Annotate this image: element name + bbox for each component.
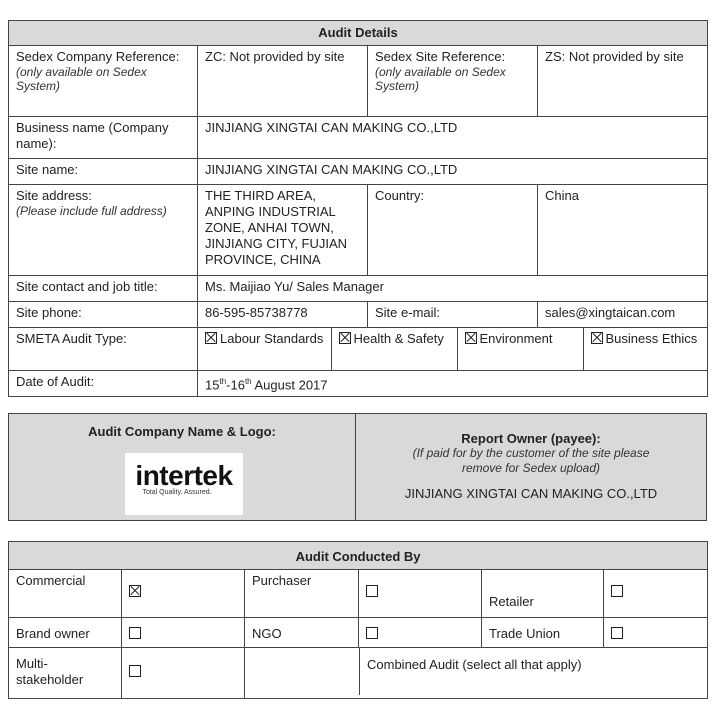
multi-stakeholder-checkbox[interactable] <box>129 665 141 677</box>
health-safety-checkbox[interactable] <box>339 332 351 344</box>
environment-checkbox[interactable] <box>465 332 477 344</box>
sedex-site-ref-note: (only available on Sedex System) <box>375 65 506 93</box>
sedex-site-ref-label: Sedex Site Reference: <box>375 49 506 64</box>
site-address-label: Site address: <box>16 188 92 203</box>
ngo-label: NGO <box>245 618 359 648</box>
sedex-company-ref-label-cell <box>9 46 198 117</box>
audit-type-environment <box>457 328 583 370</box>
multi-stakeholder-label: Multi- stakeholder <box>9 648 122 699</box>
business-ethics-checkbox[interactable] <box>591 332 603 344</box>
retailer-label: Retailer <box>482 570 604 618</box>
intertek-logo <box>125 453 243 515</box>
audit-details-table <box>8 20 708 397</box>
date-day1: 15 <box>205 377 220 393</box>
conducted-by-table <box>8 541 708 699</box>
combined-audit-label: Combined Audit (select all that apply) <box>359 648 700 695</box>
commercial-label: Commercial <box>9 570 122 618</box>
site-name-label: Site name: <box>9 159 198 185</box>
audit-type-ethics <box>583 328 707 370</box>
trade-union-checkbox[interactable] <box>611 627 623 639</box>
audit-company-section <box>8 413 707 521</box>
trade-union-label: Trade Union <box>482 618 604 648</box>
commercial-checkbox[interactable] <box>129 585 141 597</box>
report-owner-cell <box>356 414 706 520</box>
audit-details-header: Audit Details <box>9 21 708 46</box>
health-safety-label: Health & Safety <box>353 331 444 346</box>
combined-audit-cell <box>245 648 708 699</box>
audit-company-cell <box>9 414 356 520</box>
site-address-value: THE THIRD AREA, ANPING INDUSTRIAL ZONE, ANHAI TOWN, JINJIANG CITY, FUJIAN PROVINCE, CHINA <box>198 185 368 276</box>
brand-owner-checkbox[interactable] <box>129 627 141 639</box>
purchaser-checkbox[interactable] <box>366 585 378 597</box>
environment-label: Environment <box>479 331 553 346</box>
logo-text: intertek <box>135 460 233 491</box>
site-address-label-cell <box>9 185 198 276</box>
sedex-site-ref-label-cell <box>368 46 538 117</box>
sedex-company-ref-label: Sedex Company Reference: <box>16 49 180 64</box>
date-sup2: th <box>244 377 252 386</box>
phone-value: 86-595-85738778 <box>198 302 368 328</box>
purchaser-label: Purchaser <box>245 570 359 618</box>
business-name-label: Business name (Company name): <box>9 117 198 159</box>
report-owner-note: (If paid for by the customer of the site please remove for Sedex upload) <box>412 446 650 475</box>
ngo-check-cell <box>359 618 482 648</box>
date-value <box>198 371 708 397</box>
contact-value: Ms. Maijiao Yu/ Sales Manager <box>198 276 708 302</box>
retailer-check-cell <box>604 570 708 618</box>
retailer-checkbox[interactable] <box>611 585 623 597</box>
email-value: sales@xingtaican.com <box>538 302 708 328</box>
labour-checkbox[interactable] <box>205 332 217 344</box>
multi-check-cell <box>122 648 245 699</box>
purchaser-check-cell <box>359 570 482 618</box>
date-rest: August 2017 <box>251 377 328 393</box>
report-owner-label: Report Owner (payee): <box>461 431 601 446</box>
date-sup1: th <box>219 377 227 386</box>
conducted-by-header: Audit Conducted By <box>9 542 708 570</box>
email-label: Site e-mail: <box>368 302 538 328</box>
business-name-value: JINJIANG XINGTAI CAN MAKING CO.,LTD <box>198 117 708 159</box>
sedex-company-ref-note: (only available on Sedex System) <box>16 65 147 93</box>
brand-owner-label: Brand owner <box>9 618 122 648</box>
audit-type-cell <box>198 328 708 371</box>
audit-company-label: Audit Company Name & Logo: <box>88 424 276 439</box>
business-ethics-label: Business Ethics <box>605 331 698 346</box>
labour-label: Labour Standards <box>220 331 324 346</box>
site-name-value: JINJIANG XINGTAI CAN MAKING CO.,LTD <box>198 159 708 185</box>
sedex-site-ref-value: ZS: Not provided by site <box>538 46 708 117</box>
country-label: Country: <box>368 185 538 276</box>
sedex-company-ref-value: ZC: Not provided by site <box>198 46 368 117</box>
commercial-check-cell <box>122 570 245 618</box>
logo-tagline: Total Quality. Assured. <box>142 489 212 496</box>
date-label: Date of Audit: <box>9 371 198 397</box>
audit-type-label: SMETA Audit Type: <box>9 328 198 371</box>
audit-type-health <box>331 328 457 370</box>
date-dash: -16 <box>226 377 245 393</box>
brand-owner-check-cell <box>122 618 245 648</box>
phone-label: Site phone: <box>9 302 198 328</box>
trade-union-check-cell <box>604 618 708 648</box>
ngo-checkbox[interactable] <box>366 627 378 639</box>
audit-type-labour <box>198 328 331 370</box>
country-value: China <box>538 185 708 276</box>
contact-label: Site contact and job title: <box>9 276 198 302</box>
report-owner-value: JINJIANG XINGTAI CAN MAKING CO.,LTD <box>404 486 658 501</box>
site-address-note: (Please include full address) <box>16 204 167 218</box>
